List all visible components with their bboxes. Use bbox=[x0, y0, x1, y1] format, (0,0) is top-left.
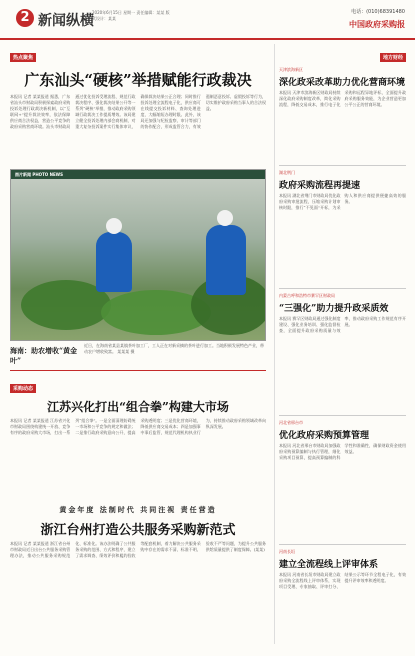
section-tag: 采购动态 bbox=[10, 384, 36, 393]
side-article bbox=[279, 293, 406, 412]
side-headline: 优化政府采购预算管理 bbox=[279, 431, 370, 441]
side-article-body: 本报讯 湖北省荆门市财政局优化政府采购审批流程，压缩采购计划审核时限，推行“不见面”开标，为采购人和供应商提供便捷高效的服务。 bbox=[279, 193, 406, 210]
lead-headline: 广东汕头“硬核”举措赋能行政裁决 bbox=[24, 71, 252, 89]
motto-banner: 黄金年度 法制时代 共同注视 责任营造 bbox=[59, 505, 217, 514]
side-column bbox=[274, 44, 406, 644]
side-tag-row bbox=[279, 44, 406, 63]
side-tag: 地方财经 bbox=[380, 53, 406, 62]
photo-news-label: 图片新闻 PHOTO NEWS bbox=[15, 172, 63, 177]
contact-info: 电话：(010)68391480 bbox=[351, 9, 405, 15]
side-article-body: 本报讯 天津市滨海新区财政局持续深化政府采购制度改革，简化采购流程，降低交易成本，推行电子化采购和远程异地评标，全面提升政府采购服务效能，为企业营造更加公平公正的营商环境。 bbox=[279, 90, 406, 107]
section-article-body: 本报讯 记者 某某报道 浙江省台州市财政局近日出台公共服务采购管理办法，推动公共服务采购规范化、标准化。该办法明确了公共服务采购的范围、方式和程序，建立了需求调查、绩效评价和履约验收等配套机制，着力解决公共服务采购中存在的需求不清、标准不明、验收不严等问题，为提升公共服务供给质量提供了制度保障。(某某) bbox=[10, 541, 266, 558]
section-number-badge: 2 bbox=[16, 9, 34, 27]
side-kicker: 内蒙古呼和浩特市赛罕区财政局 bbox=[279, 293, 335, 298]
issue-meta: 2020年6月15日 星期一 责任编辑：某某 版式设计：某某 bbox=[92, 10, 170, 21]
side-divider bbox=[279, 165, 406, 166]
side-article-body: 本报讯 河南省长垣市财政局建立政府采购全流程线上评审体系，实现项目受理、专家抽取、评审打分、结果公示等环节全程电子化，有效提升评审效率和透明度。 bbox=[279, 572, 406, 589]
side-kicker: 湖北荆门 bbox=[279, 170, 295, 175]
side-article-body: 本报讯 赛罕区财政局通过强化制度建设、强化业务培训、强化监督检查，全面提升政府采购质量与效率，推动政府采购工作规范有序开展。 bbox=[279, 316, 406, 333]
side-kicker: 河南长垣 bbox=[279, 549, 295, 554]
side-article bbox=[279, 420, 406, 541]
photo-news-bar bbox=[11, 170, 265, 179]
worker-cap bbox=[106, 218, 122, 234]
photo-caption-text: 近日，在海南省某县某镇茶叶加工厂，工人正在对新采摘的茶叶进行加工。当地积极发展特色产业，带动农户增收致富。 某某某 摄 bbox=[84, 343, 264, 354]
photo-caption-row bbox=[10, 343, 266, 366]
section-article-body: 本报讯 记者 某某报道 江苏省兴化市财政局围绕构建统一开放、竞争有序的政府采购大市场，打出一系列“组合拳”。一是全面清理妨碍统一市场和公平竞争的规定和做法；二是推行政府采购意向公开，提高采购透明度；三是优化营商环境，降低供应商交易成本；四是加强事中事后监管，规范代理机构执业行为，持续推动政府采购领域改革向纵深发展。 bbox=[10, 418, 266, 435]
side-kicker: 天津滨海新区 bbox=[279, 67, 303, 72]
section-headline: 江苏兴化打出“组合拳”构建大市场 bbox=[47, 400, 229, 414]
news-photo bbox=[10, 169, 266, 341]
worker-figure bbox=[206, 225, 246, 295]
worker-cap bbox=[217, 210, 233, 226]
section-divider bbox=[10, 370, 266, 371]
photo-caption-title: 海南：助农增收“黄金叶” bbox=[10, 346, 78, 365]
side-headline: 深化政采改革助力优化营商环境 bbox=[279, 78, 406, 88]
lead-article-body: 本报讯 记者 某某报道 据悉，广东省汕头市财政局积极探索政府采购投诉处理行政裁决新机制，以“互联网+”提升裁决效率，依法保障供应商合法权益，营造公平竞争的政府采购营商环境。汕头市财政局通过优化投诉受理流程、规范行政裁决程序、强化裁决结果公开等一系列“硬核”举措，推动政府采购领域行政裁决工作提质增效。该局建立健全投诉处理内部会商机制，对重大复杂投诉案件实行集体审议，确保裁决结果公正合理；同时推行投诉处理全流程电子化，供应商可在线提交投诉材料、查询处理进度，大幅缩短办理时限。此外，该局还加强与纪检监察、审计等部门的协作配合，形成监管合力，有效遏制恶意投诉、虚假投诉等行为，切实维护政府采购当事人的合法权益。 bbox=[10, 94, 266, 129]
side-article bbox=[279, 67, 406, 162]
main-column bbox=[10, 44, 266, 644]
side-article bbox=[279, 170, 406, 285]
section-name: 新闻纵横 bbox=[38, 13, 94, 29]
side-article bbox=[279, 549, 406, 656]
worker-figure bbox=[96, 232, 132, 292]
paper-brand: 中国政府采购报 bbox=[349, 19, 405, 29]
side-divider bbox=[279, 415, 406, 416]
side-headline: 政府采购流程再提速 bbox=[279, 181, 361, 191]
side-article-body: 本报讯 河北省邢台市财政局加强政府采购预算编制与执行管理，细化采购项目预算，提高预算编制的科学性和准确性，确保财政资金使用效益。 bbox=[279, 443, 406, 460]
side-kicker: 河北省邢台市 bbox=[279, 420, 303, 425]
side-divider bbox=[279, 288, 406, 289]
side-headline: “三强化”助力提升政采质效 bbox=[279, 304, 389, 314]
side-divider bbox=[279, 544, 406, 545]
section-tag: 热点聚焦 bbox=[10, 53, 36, 62]
side-headline: 建立全流程线上评审体系 bbox=[279, 560, 379, 570]
masthead bbox=[0, 0, 415, 40]
section-headline: 浙江台州打造公共服务采购新范式 bbox=[40, 523, 236, 538]
